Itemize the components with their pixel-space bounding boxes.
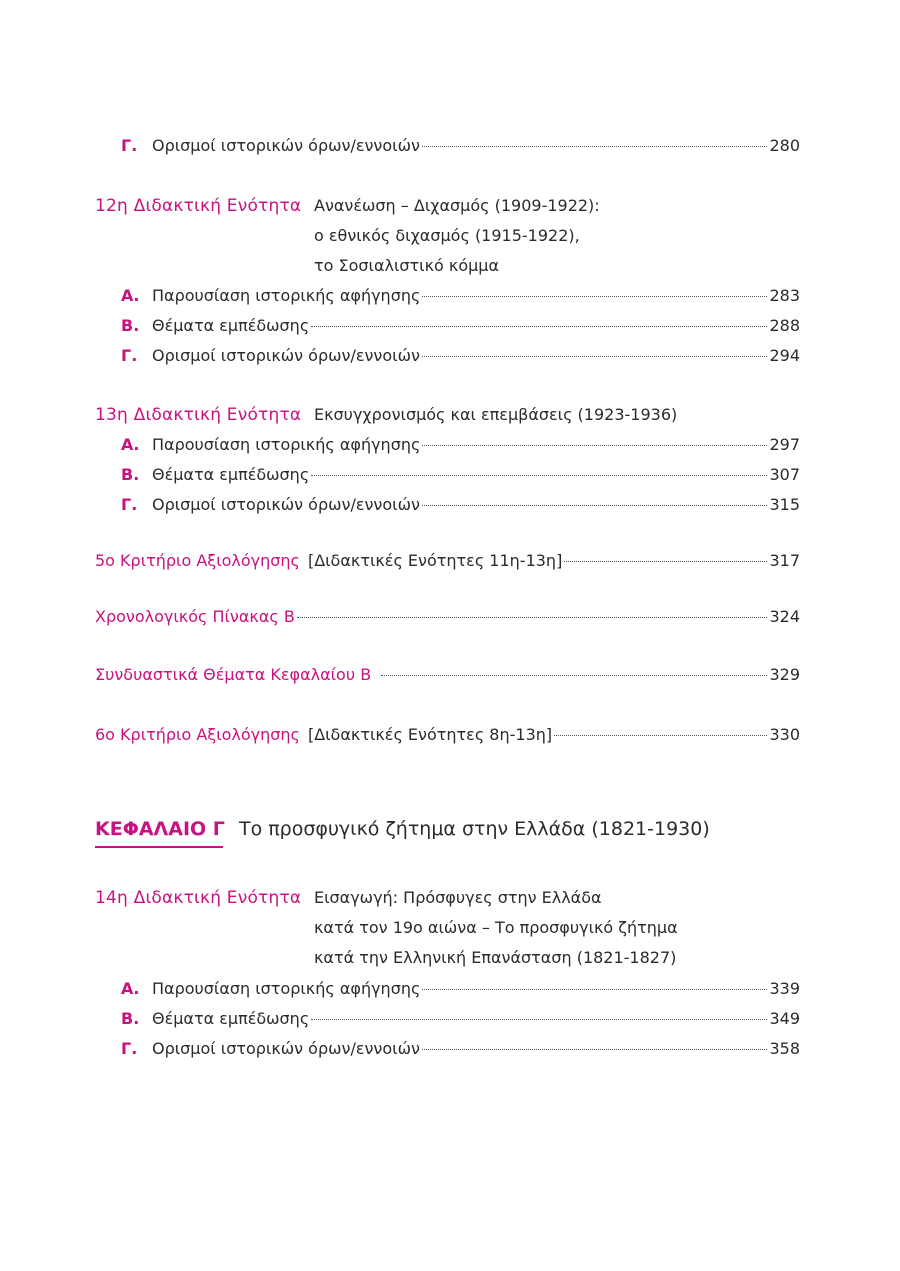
unit-14-heading xyxy=(95,887,301,909)
unit-title-line: Εισαγωγή: Πρόσφυγες στην Ελλάδα xyxy=(314,888,602,907)
dot-leader xyxy=(381,675,767,676)
entry-label: Χρονολογικός Πίνακας Β xyxy=(95,607,295,626)
entry-letter: Β. xyxy=(121,1009,140,1028)
page-number: 297 xyxy=(769,435,800,454)
toc-entry[interactable] xyxy=(121,286,800,306)
chapter-label: ΚΕΦΑΛΑΙΟ Γ xyxy=(95,818,225,840)
entry-letter: Γ. xyxy=(121,136,138,155)
unit-13-heading xyxy=(95,404,301,426)
dot-leader xyxy=(422,356,768,357)
toc-entry-assessment-6[interactable] xyxy=(95,725,800,745)
page-number: 324 xyxy=(769,607,800,626)
toc-entry[interactable] xyxy=(121,465,800,485)
entry-text: Ορισμοί ιστορικών όρων/εννοιών xyxy=(152,495,420,514)
dot-leader xyxy=(422,146,768,147)
page-number: 294 xyxy=(769,346,800,365)
entry-text: Ορισμοί ιστορικών όρων/εννοιών xyxy=(152,136,420,155)
entry-letter: Β. xyxy=(121,465,140,484)
entry-letter: Γ. xyxy=(121,1039,138,1058)
unit-label: 14η Διδακτική Ενότητα xyxy=(95,888,302,908)
chapter-underline xyxy=(95,846,223,848)
unit-12-heading xyxy=(95,195,301,217)
toc-entry[interactable] xyxy=(121,495,800,515)
toc-entry[interactable] xyxy=(121,435,800,455)
dot-leader xyxy=(422,505,768,506)
unit-title-line: κατά τον 19ο αιώνα – Το προσφυγικό ζήτημα xyxy=(314,918,678,937)
entry-letter: Γ. xyxy=(121,495,138,514)
toc-entry-chronology[interactable] xyxy=(95,607,800,627)
dot-leader xyxy=(422,989,767,990)
entry-text: Ορισμοί ιστορικών όρων/εννοιών xyxy=(152,1039,420,1058)
entry-label: Συνδυαστικά Θέματα Κεφαλαίου Β xyxy=(95,665,372,684)
dot-leader xyxy=(422,296,767,297)
toc-entry[interactable] xyxy=(121,1039,800,1059)
entry-text: Παρουσίαση ιστορικής αφήγησης xyxy=(152,435,421,454)
entry-label: 6ο Κριτήριο Αξιολόγησης xyxy=(95,725,300,744)
dot-leader xyxy=(554,735,767,736)
dot-leader xyxy=(297,617,768,618)
unit-title-line: το Σοσιαλιστικό κόμμα xyxy=(314,256,500,275)
toc-entry[interactable] xyxy=(121,1009,800,1029)
dot-leader xyxy=(311,475,767,476)
toc-entry-assessment-5[interactable] xyxy=(95,551,800,571)
entry-text: Παρουσίαση ιστορικής αφήγησης xyxy=(152,286,421,305)
unit-title-line: κατά την Ελληνική Επανάσταση (1821-1827) xyxy=(314,948,677,967)
chapter-title: Το προσφυγικό ζήτημα στην Ελλάδα (1821-1930) xyxy=(238,818,710,840)
entry-text: Θέματα εμπέδωσης xyxy=(152,316,310,335)
toc-entry-combined-topics[interactable] xyxy=(95,665,800,685)
chapter-heading xyxy=(95,817,710,841)
dot-leader xyxy=(422,445,767,446)
unit-title-line: ο εθνικός διχασμός (1915-1922), xyxy=(314,226,580,245)
unit-label: 12η Διδακτική Ενότητα xyxy=(95,196,302,216)
page-number: 288 xyxy=(769,316,800,335)
entry-letter: Α. xyxy=(121,979,140,998)
page-number: 307 xyxy=(769,465,800,484)
entry-text: Θέματα εμπέδωσης xyxy=(152,1009,310,1028)
toc-entry[interactable] xyxy=(121,136,800,156)
entry-text: Παρουσίαση ιστορικής αφήγησης xyxy=(152,979,421,998)
unit-label: 13η Διδακτική Ενότητα xyxy=(95,405,302,425)
page-number: 358 xyxy=(769,1039,800,1058)
toc-entry[interactable] xyxy=(121,346,800,366)
entry-letter: Γ. xyxy=(121,346,138,365)
entry-letter: Α. xyxy=(121,286,140,305)
page-number: 339 xyxy=(769,979,800,998)
toc-entry[interactable] xyxy=(121,979,800,999)
dot-leader xyxy=(311,326,767,327)
dot-leader xyxy=(564,561,767,562)
unit-title-line: Ανανέωση – Διχασμός (1909-1922): xyxy=(314,196,600,215)
page-number: 283 xyxy=(769,286,800,305)
page-number: 315 xyxy=(769,495,800,514)
dot-leader xyxy=(422,1049,768,1050)
page-number: 349 xyxy=(769,1009,800,1028)
unit-title-line: Εκσυγχρονισμός και επεμβάσεις (1923-1936) xyxy=(314,405,678,424)
entry-text: Θέματα εμπέδωσης xyxy=(152,465,310,484)
toc-entry[interactable] xyxy=(121,316,800,336)
page-number: 280 xyxy=(769,136,800,155)
entry-text: [Διδακτικές Ενότητες 8η-13η] xyxy=(307,725,553,744)
entry-text: Ορισμοί ιστορικών όρων/εννοιών xyxy=(152,346,420,365)
page-number: 329 xyxy=(769,665,800,684)
page-number: 317 xyxy=(769,551,800,570)
entry-letter: Β. xyxy=(121,316,140,335)
page-number: 330 xyxy=(769,725,800,744)
entry-text: [Διδακτικές Ενότητες 11η-13η] xyxy=(307,551,563,570)
entry-label: 5ο Κριτήριο Αξιολόγησης xyxy=(95,551,300,570)
dot-leader xyxy=(311,1019,767,1020)
entry-letter: Α. xyxy=(121,435,140,454)
